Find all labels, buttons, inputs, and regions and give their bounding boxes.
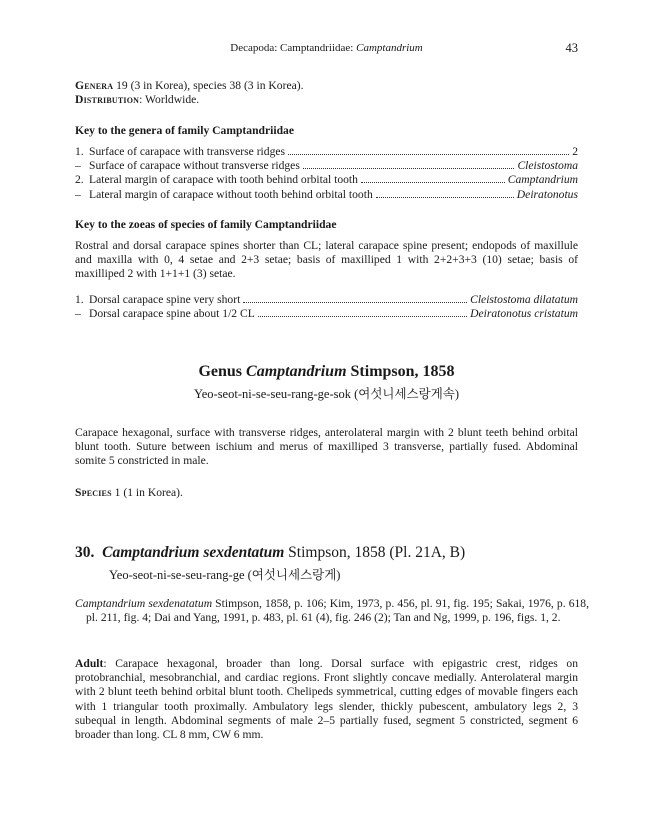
dot-leader: [361, 173, 505, 183]
key-genera-row: 1. Surface of carapace with transverse ridges 2: [75, 145, 578, 158]
genus-species-count: Species 1 (1 in Korea).: [75, 486, 183, 499]
key-zoeas-heading: Key to the zoeas of species of family Camptandriidae: [75, 218, 337, 231]
dot-leader: [243, 293, 467, 303]
genus-korean-name: Yeo-seot-ni-se-seu-rang-ge-sok (여섯니세스랑게속): [193, 387, 460, 401]
running-header: [75, 42, 578, 54]
distribution-line: Distribution: Worldwide.: [75, 93, 200, 107]
key-genera-row: – Lateral margin of carapace without tooth behind orbital tooth Deiratonotus: [75, 187, 578, 201]
dot-leader: [288, 145, 569, 155]
page-number: 43: [565, 41, 578, 55]
key-zoeas-row: 1. Dorsal carapace spine very short Cleistostoma dilatatum: [75, 293, 578, 306]
dot-leader: [376, 188, 514, 198]
species-synonymy: Camptandrium sexdenatatum Stimpson, 1858, p. 106; Kim, 1973, p. 456, pl. 91, fig. 195; Sakai, 1976, p. 618, pl. 211, fig. 4; Dai and Yang, 1991, p. 483, pl. 61 (4), fig. 246 (2); Tan and Ng, 1999, p. 196, figs. 1, 2.: [75, 597, 589, 625]
key-zoeas: [75, 293, 578, 321]
genus-title: Genus Camptandrium Stimpson, 1858: [198, 363, 455, 380]
family-summary: [75, 79, 578, 107]
key-zoeas-row: – Dorsal carapace spine about 1/2 CL Deiratonotus cristatum: [75, 307, 578, 321]
running-title: Decapoda: Camptandriidae: Camptandrium: [230, 42, 423, 54]
genus-description: Carapace hexagonal, surface with transverse ridges, anterolateral margin with 2 blunt teeth behind orbital blunt tooth. Suture between ischium and merus of maxilliped 3 transverse, partially fused. Abdominal somite 5 constricted in male.: [75, 426, 578, 468]
key-zoeas-intro: Rostral and dorsal carapace spines shorter than CL; lateral carapace spine present; endopods of maxillule and maxilla with 0, 4 setae and 2+3 setae; basis of maxilliped 1 with 2+2+3+3 (10) setae; basis of maxilliped 2 with 1+1+1 (3) setae.: [75, 239, 578, 281]
species-adult-description: Adult: Carapace hexagonal, broader than long. Dorsal surface with epigastric crest, ridges on protobranchial, mesobranchial, and cardiac regions. Front slightly concave medially. Anterolateral margin with 2 blunt teeth behind orbital blunt tooth. Chelipeds symmetrical, cutting edges of movable fingers each with 1 triangular tooth proximally. Ambulatory legs slender, thickly pubescent, ambulatory legs 2, 3 subequal in length. Abdominal segments of male 2–5 partially fused, segment 5 constricted, segment 6 broader than long. CL 8 mm, CW 6 mm.: [75, 657, 578, 742]
genera-line: Genera 19 (3 in Korea), species 38 (3 in Korea).: [75, 79, 304, 92]
key-genera-heading: Key to the genera of family Camptandriidae: [75, 124, 294, 137]
key-genera-row: – Surface of carapace without transverse ridges Cleistostoma: [75, 159, 578, 173]
species-title: 30. Camptandrium sexdentatum Stimpson, 1858 (Pl. 21A, B): [75, 544, 466, 561]
key-genera-row: 2. Lateral margin of carapace with tooth behind orbital tooth Camptandrium: [75, 173, 578, 187]
species-korean-name: Yeo-seot-ni-se-seu-rang-ge (여섯니세스랑게): [109, 568, 341, 582]
key-genera: [75, 145, 578, 202]
dot-leader: [303, 159, 515, 169]
dot-leader: [258, 307, 467, 317]
